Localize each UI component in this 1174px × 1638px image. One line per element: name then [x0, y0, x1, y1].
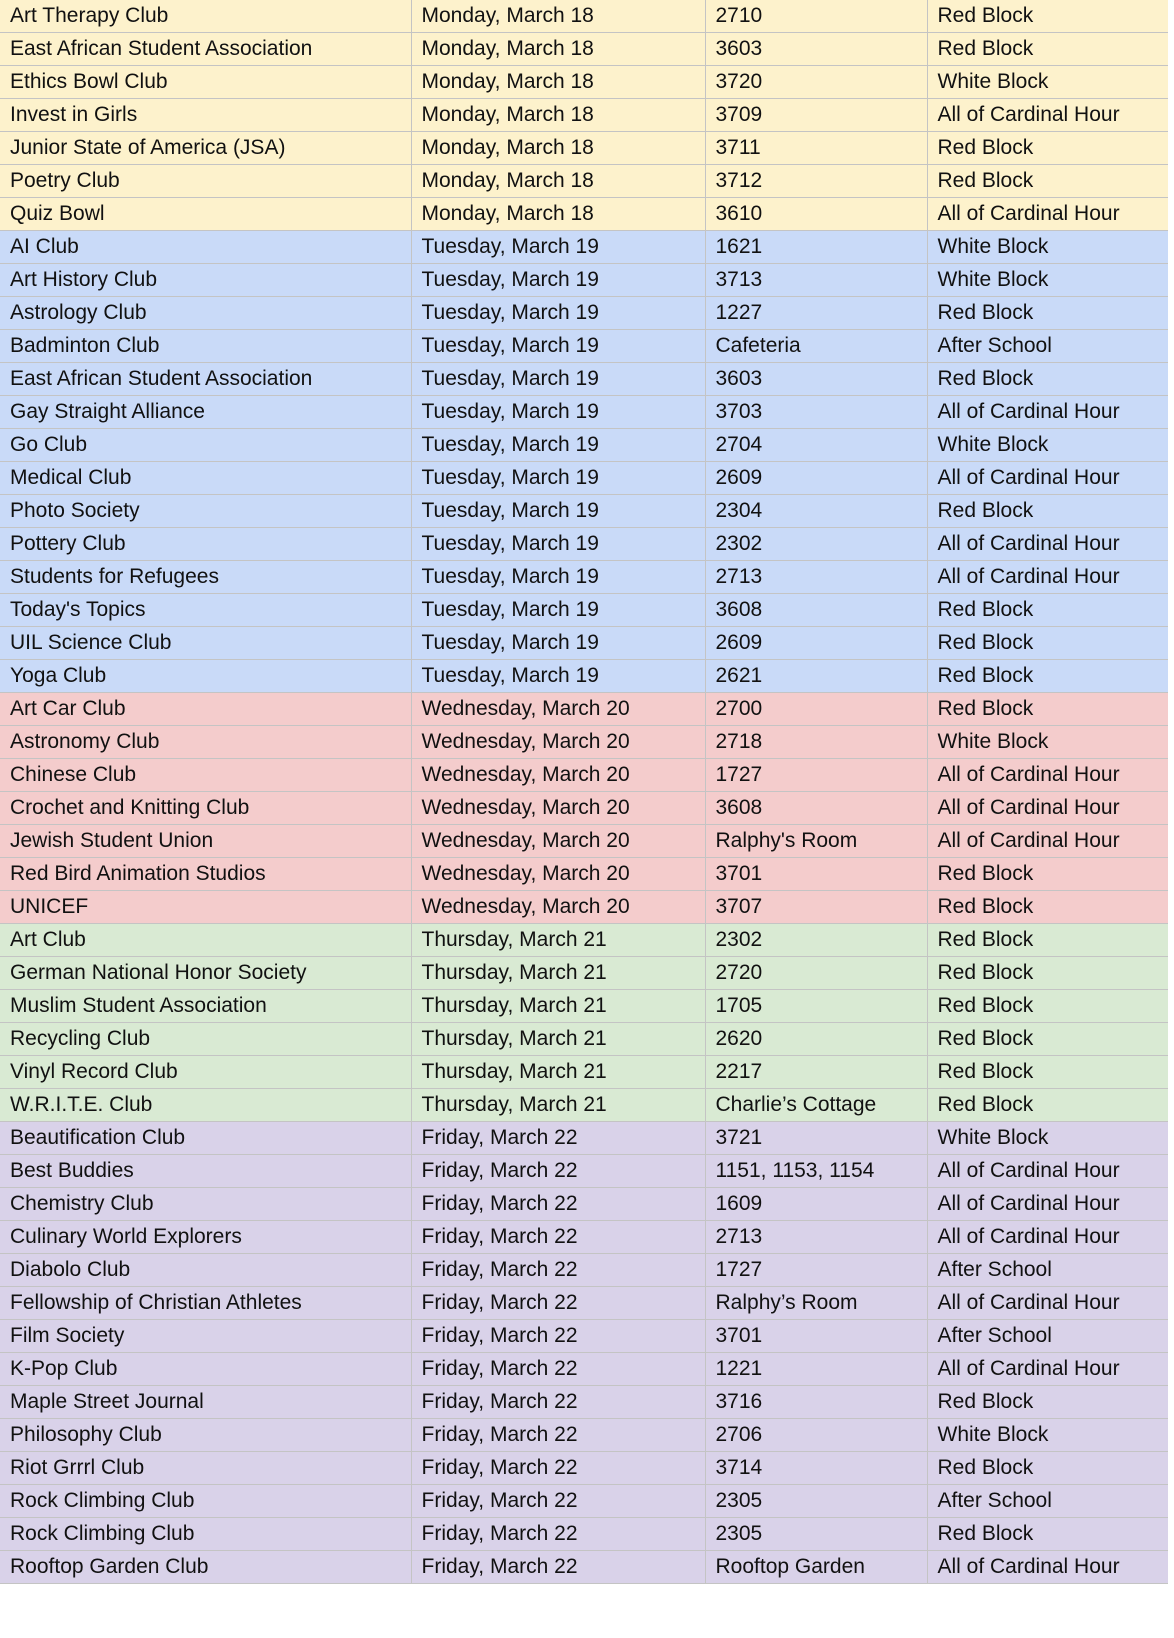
time-block-cell[interactable]: Red Block: [927, 659, 1168, 692]
meeting-date-cell[interactable]: Friday, March 22: [411, 1418, 705, 1451]
room-cell[interactable]: Cafeteria: [705, 329, 927, 362]
time-block-cell[interactable]: All of Cardinal Hour: [927, 395, 1168, 428]
time-block-cell[interactable]: Red Block: [927, 0, 1168, 32]
club-name-cell[interactable]: East African Student Association: [0, 362, 411, 395]
table-row[interactable]: [0, 1088, 1168, 1121]
table-row[interactable]: [0, 1220, 1168, 1253]
table-row[interactable]: [0, 0, 1168, 32]
room-cell[interactable]: 3603: [705, 362, 927, 395]
room-cell[interactable]: 3720: [705, 65, 927, 98]
club-name-cell[interactable]: Photo Society: [0, 494, 411, 527]
meeting-date-cell[interactable]: Monday, March 18: [411, 98, 705, 131]
club-name-cell[interactable]: Muslim Student Association: [0, 989, 411, 1022]
meeting-date-cell[interactable]: Friday, March 22: [411, 1550, 705, 1583]
table-row[interactable]: [0, 1319, 1168, 1352]
meeting-date-cell[interactable]: Monday, March 18: [411, 32, 705, 65]
meeting-date-cell[interactable]: Friday, March 22: [411, 1319, 705, 1352]
meeting-date-cell[interactable]: Monday, March 18: [411, 197, 705, 230]
club-name-cell[interactable]: Art Club: [0, 923, 411, 956]
time-block-cell[interactable]: White Block: [927, 65, 1168, 98]
meeting-date-cell[interactable]: Wednesday, March 20: [411, 857, 705, 890]
table-row[interactable]: [0, 1121, 1168, 1154]
meeting-date-cell[interactable]: Thursday, March 21: [411, 923, 705, 956]
time-block-cell[interactable]: Red Block: [927, 1451, 1168, 1484]
table-row[interactable]: [0, 890, 1168, 923]
room-cell[interactable]: Ralphy’s Room: [705, 1286, 927, 1319]
meeting-date-cell[interactable]: Tuesday, March 19: [411, 428, 705, 461]
time-block-cell[interactable]: Red Block: [927, 32, 1168, 65]
table-row[interactable]: [0, 1055, 1168, 1088]
time-block-cell[interactable]: All of Cardinal Hour: [927, 824, 1168, 857]
club-name-cell[interactable]: Fellowship of Christian Athletes: [0, 1286, 411, 1319]
room-cell[interactable]: 3707: [705, 890, 927, 923]
time-block-cell[interactable]: White Block: [927, 263, 1168, 296]
table-row[interactable]: [0, 1385, 1168, 1418]
sheet-right-gutter: [1168, 0, 1174, 1638]
room-cell[interactable]: 2713: [705, 1220, 927, 1253]
room-cell[interactable]: 3701: [705, 1319, 927, 1352]
meeting-date-cell[interactable]: Tuesday, March 19: [411, 362, 705, 395]
table-row[interactable]: [0, 824, 1168, 857]
time-block-cell[interactable]: Red Block: [927, 494, 1168, 527]
time-block-cell[interactable]: All of Cardinal Hour: [927, 98, 1168, 131]
time-block-cell[interactable]: Red Block: [927, 989, 1168, 1022]
room-cell[interactable]: 2718: [705, 725, 927, 758]
club-name-cell[interactable]: Riot Grrrl Club: [0, 1451, 411, 1484]
meeting-date-cell[interactable]: Tuesday, March 19: [411, 494, 705, 527]
club-name-cell[interactable]: Astronomy Club: [0, 725, 411, 758]
time-block-cell[interactable]: All of Cardinal Hour: [927, 560, 1168, 593]
table-row[interactable]: [0, 626, 1168, 659]
room-cell[interactable]: 2609: [705, 626, 927, 659]
room-cell[interactable]: 3714: [705, 1451, 927, 1484]
room-cell[interactable]: 2305: [705, 1484, 927, 1517]
club-name-cell[interactable]: Rooftop Garden Club: [0, 1550, 411, 1583]
meeting-date-cell[interactable]: Wednesday, March 20: [411, 758, 705, 791]
club-name-cell[interactable]: Maple Street Journal: [0, 1385, 411, 1418]
room-cell[interactable]: 2217: [705, 1055, 927, 1088]
club-name-cell[interactable]: Junior State of America (JSA): [0, 131, 411, 164]
club-name-cell[interactable]: Chemistry Club: [0, 1187, 411, 1220]
club-name-cell[interactable]: Astrology Club: [0, 296, 411, 329]
table-row[interactable]: [0, 923, 1168, 956]
room-cell[interactable]: 1621: [705, 230, 927, 263]
club-name-cell[interactable]: UNICEF: [0, 890, 411, 923]
meeting-date-cell[interactable]: Friday, March 22: [411, 1484, 705, 1517]
table-row[interactable]: [0, 791, 1168, 824]
room-cell[interactable]: 1609: [705, 1187, 927, 1220]
room-cell[interactable]: 2720: [705, 956, 927, 989]
time-block-cell[interactable]: Red Block: [927, 1088, 1168, 1121]
meeting-date-cell[interactable]: Tuesday, March 19: [411, 329, 705, 362]
time-block-cell[interactable]: Red Block: [927, 1055, 1168, 1088]
club-name-cell[interactable]: Pottery Club: [0, 527, 411, 560]
meeting-date-cell[interactable]: Thursday, March 21: [411, 1022, 705, 1055]
room-cell[interactable]: 2302: [705, 527, 927, 560]
club-name-cell[interactable]: Diabolo Club: [0, 1253, 411, 1286]
time-block-cell[interactable]: All of Cardinal Hour: [927, 1352, 1168, 1385]
meeting-date-cell[interactable]: Tuesday, March 19: [411, 659, 705, 692]
room-cell[interactable]: 3721: [705, 1121, 927, 1154]
time-block-cell[interactable]: All of Cardinal Hour: [927, 527, 1168, 560]
club-name-cell[interactable]: Medical Club: [0, 461, 411, 494]
table-row[interactable]: [0, 989, 1168, 1022]
room-cell[interactable]: 3610: [705, 197, 927, 230]
table-row[interactable]: [0, 1484, 1168, 1517]
table-row[interactable]: [0, 197, 1168, 230]
meeting-date-cell[interactable]: Monday, March 18: [411, 0, 705, 32]
time-block-cell[interactable]: All of Cardinal Hour: [927, 1550, 1168, 1583]
meeting-date-cell[interactable]: Friday, March 22: [411, 1154, 705, 1187]
room-cell[interactable]: 2700: [705, 692, 927, 725]
room-cell[interactable]: 3701: [705, 857, 927, 890]
time-block-cell[interactable]: White Block: [927, 1418, 1168, 1451]
meeting-date-cell[interactable]: Thursday, March 21: [411, 1055, 705, 1088]
room-cell[interactable]: 2620: [705, 1022, 927, 1055]
room-cell[interactable]: 3608: [705, 791, 927, 824]
table-row[interactable]: [0, 98, 1168, 131]
club-name-cell[interactable]: Culinary World Explorers: [0, 1220, 411, 1253]
time-block-cell[interactable]: White Block: [927, 1121, 1168, 1154]
table-row[interactable]: [0, 560, 1168, 593]
meeting-date-cell[interactable]: Wednesday, March 20: [411, 824, 705, 857]
table-row[interactable]: [0, 164, 1168, 197]
table-row[interactable]: [0, 263, 1168, 296]
table-row[interactable]: [0, 725, 1168, 758]
room-cell[interactable]: 1227: [705, 296, 927, 329]
table-row[interactable]: [0, 65, 1168, 98]
room-cell[interactable]: 3712: [705, 164, 927, 197]
table-row[interactable]: [0, 1352, 1168, 1385]
club-name-cell[interactable]: Yoga Club: [0, 659, 411, 692]
room-cell[interactable]: Charlie’s Cottage: [705, 1088, 927, 1121]
table-row[interactable]: [0, 1154, 1168, 1187]
meeting-date-cell[interactable]: Wednesday, March 20: [411, 890, 705, 923]
table-row[interactable]: [0, 296, 1168, 329]
time-block-cell[interactable]: Red Block: [927, 923, 1168, 956]
table-row[interactable]: [0, 857, 1168, 890]
table-row[interactable]: [0, 1286, 1168, 1319]
time-block-cell[interactable]: Red Block: [927, 626, 1168, 659]
time-block-cell[interactable]: White Block: [927, 725, 1168, 758]
time-block-cell[interactable]: Red Block: [927, 692, 1168, 725]
time-block-cell[interactable]: Red Block: [927, 296, 1168, 329]
club-name-cell[interactable]: Recycling Club: [0, 1022, 411, 1055]
club-name-cell[interactable]: Today's Topics: [0, 593, 411, 626]
meeting-date-cell[interactable]: Thursday, March 21: [411, 989, 705, 1022]
table-row[interactable]: [0, 1187, 1168, 1220]
room-cell[interactable]: 2704: [705, 428, 927, 461]
time-block-cell[interactable]: After School: [927, 1484, 1168, 1517]
table-row[interactable]: [0, 131, 1168, 164]
time-block-cell[interactable]: Red Block: [927, 131, 1168, 164]
time-block-cell[interactable]: White Block: [927, 428, 1168, 461]
club-name-cell[interactable]: Gay Straight Alliance: [0, 395, 411, 428]
club-name-cell[interactable]: German National Honor Society: [0, 956, 411, 989]
time-block-cell[interactable]: Red Block: [927, 1385, 1168, 1418]
time-block-cell[interactable]: Red Block: [927, 362, 1168, 395]
table-row[interactable]: [0, 230, 1168, 263]
table-row[interactable]: [0, 692, 1168, 725]
meeting-date-cell[interactable]: Friday, March 22: [411, 1352, 705, 1385]
club-name-cell[interactable]: Poetry Club: [0, 164, 411, 197]
time-block-cell[interactable]: Red Block: [927, 890, 1168, 923]
club-name-cell[interactable]: Art Car Club: [0, 692, 411, 725]
club-name-cell[interactable]: AI Club: [0, 230, 411, 263]
meeting-date-cell[interactable]: Monday, March 18: [411, 164, 705, 197]
time-block-cell[interactable]: Red Block: [927, 593, 1168, 626]
club-name-cell[interactable]: Red Bird Animation Studios: [0, 857, 411, 890]
club-name-cell[interactable]: Go Club: [0, 428, 411, 461]
table-row[interactable]: [0, 593, 1168, 626]
room-cell[interactable]: 1727: [705, 1253, 927, 1286]
meeting-date-cell[interactable]: Tuesday, March 19: [411, 560, 705, 593]
club-name-cell[interactable]: Quiz Bowl: [0, 197, 411, 230]
room-cell[interactable]: 3709: [705, 98, 927, 131]
time-block-cell[interactable]: Red Block: [927, 857, 1168, 890]
room-cell[interactable]: 3703: [705, 395, 927, 428]
club-name-cell[interactable]: Rock Climbing Club: [0, 1484, 411, 1517]
club-name-cell[interactable]: Vinyl Record Club: [0, 1055, 411, 1088]
club-name-cell[interactable]: Art History Club: [0, 263, 411, 296]
club-name-cell[interactable]: Best Buddies: [0, 1154, 411, 1187]
room-cell[interactable]: 3713: [705, 263, 927, 296]
club-name-cell[interactable]: K-Pop Club: [0, 1352, 411, 1385]
time-block-cell[interactable]: Red Block: [927, 164, 1168, 197]
table-row[interactable]: [0, 362, 1168, 395]
meeting-date-cell[interactable]: Tuesday, March 19: [411, 527, 705, 560]
meeting-date-cell[interactable]: Wednesday, March 20: [411, 692, 705, 725]
room-cell[interactable]: 1151, 1153, 1154: [705, 1154, 927, 1187]
room-cell[interactable]: 3716: [705, 1385, 927, 1418]
meeting-date-cell[interactable]: Tuesday, March 19: [411, 263, 705, 296]
time-block-cell[interactable]: All of Cardinal Hour: [927, 461, 1168, 494]
table-row[interactable]: [0, 1451, 1168, 1484]
table-row[interactable]: [0, 758, 1168, 791]
table-row[interactable]: [0, 32, 1168, 65]
meeting-date-cell[interactable]: Tuesday, March 19: [411, 626, 705, 659]
time-block-cell[interactable]: Red Block: [927, 956, 1168, 989]
room-cell[interactable]: 2713: [705, 560, 927, 593]
meeting-date-cell[interactable]: Tuesday, March 19: [411, 395, 705, 428]
table-row[interactable]: [0, 329, 1168, 362]
time-block-cell[interactable]: After School: [927, 1319, 1168, 1352]
meeting-date-cell[interactable]: Friday, March 22: [411, 1253, 705, 1286]
club-name-cell[interactable]: Philosophy Club: [0, 1418, 411, 1451]
time-block-cell[interactable]: White Block: [927, 230, 1168, 263]
club-name-cell[interactable]: Jewish Student Union: [0, 824, 411, 857]
table-row[interactable]: [0, 461, 1168, 494]
room-cell[interactable]: 2706: [705, 1418, 927, 1451]
room-cell[interactable]: 2609: [705, 461, 927, 494]
time-block-cell[interactable]: All of Cardinal Hour: [927, 758, 1168, 791]
table-row[interactable]: [0, 1550, 1168, 1583]
meeting-date-cell[interactable]: Tuesday, March 19: [411, 296, 705, 329]
room-cell[interactable]: 2710: [705, 0, 927, 32]
club-name-cell[interactable]: Chinese Club: [0, 758, 411, 791]
meeting-date-cell[interactable]: Friday, March 22: [411, 1220, 705, 1253]
table-row[interactable]: [0, 428, 1168, 461]
room-cell[interactable]: 3711: [705, 131, 927, 164]
time-block-cell[interactable]: All of Cardinal Hour: [927, 1286, 1168, 1319]
meeting-date-cell[interactable]: Wednesday, March 20: [411, 725, 705, 758]
club-name-cell[interactable]: Film Society: [0, 1319, 411, 1352]
time-block-cell[interactable]: After School: [927, 1253, 1168, 1286]
room-cell[interactable]: 1705: [705, 989, 927, 1022]
club-name-cell[interactable]: Badminton Club: [0, 329, 411, 362]
club-name-cell[interactable]: Invest in Girls: [0, 98, 411, 131]
room-cell[interactable]: Ralphy's Room: [705, 824, 927, 857]
club-name-cell[interactable]: East African Student Association: [0, 32, 411, 65]
room-cell[interactable]: 2304: [705, 494, 927, 527]
time-block-cell[interactable]: All of Cardinal Hour: [927, 1154, 1168, 1187]
table-row[interactable]: [0, 1517, 1168, 1550]
meeting-date-cell[interactable]: Friday, March 22: [411, 1187, 705, 1220]
meeting-date-cell[interactable]: Friday, March 22: [411, 1286, 705, 1319]
time-block-cell[interactable]: Red Block: [927, 1022, 1168, 1055]
club-name-cell[interactable]: Students for Refugees: [0, 560, 411, 593]
club-name-cell[interactable]: Rock Climbing Club: [0, 1517, 411, 1550]
meeting-date-cell[interactable]: Thursday, March 21: [411, 1088, 705, 1121]
meeting-date-cell[interactable]: Tuesday, March 19: [411, 461, 705, 494]
table-row[interactable]: [0, 1418, 1168, 1451]
room-cell[interactable]: 1221: [705, 1352, 927, 1385]
time-block-cell[interactable]: After School: [927, 329, 1168, 362]
table-row[interactable]: [0, 1022, 1168, 1055]
room-cell[interactable]: 2302: [705, 923, 927, 956]
time-block-cell[interactable]: All of Cardinal Hour: [927, 791, 1168, 824]
club-name-cell[interactable]: Art Therapy Club: [0, 0, 411, 32]
room-cell[interactable]: 2621: [705, 659, 927, 692]
room-cell[interactable]: Rooftop Garden: [705, 1550, 927, 1583]
meeting-date-cell[interactable]: Friday, March 22: [411, 1517, 705, 1550]
time-block-cell[interactable]: All of Cardinal Hour: [927, 197, 1168, 230]
club-name-cell[interactable]: UIL Science Club: [0, 626, 411, 659]
meeting-date-cell[interactable]: Friday, March 22: [411, 1451, 705, 1484]
meeting-date-cell[interactable]: Thursday, March 21: [411, 956, 705, 989]
meeting-date-cell[interactable]: Tuesday, March 19: [411, 593, 705, 626]
room-cell[interactable]: 3603: [705, 32, 927, 65]
table-row[interactable]: [0, 494, 1168, 527]
club-name-cell[interactable]: Beautification Club: [0, 1121, 411, 1154]
time-block-cell[interactable]: All of Cardinal Hour: [927, 1187, 1168, 1220]
time-block-cell[interactable]: Red Block: [927, 1517, 1168, 1550]
meeting-date-cell[interactable]: Friday, March 22: [411, 1121, 705, 1154]
meeting-date-cell[interactable]: Wednesday, March 20: [411, 791, 705, 824]
meeting-date-cell[interactable]: Friday, March 22: [411, 1385, 705, 1418]
club-name-cell[interactable]: Ethics Bowl Club: [0, 65, 411, 98]
meeting-date-cell[interactable]: Tuesday, March 19: [411, 230, 705, 263]
table-row[interactable]: [0, 395, 1168, 428]
meeting-date-cell[interactable]: Monday, March 18: [411, 65, 705, 98]
room-cell[interactable]: 1727: [705, 758, 927, 791]
table-row[interactable]: [0, 956, 1168, 989]
club-name-cell[interactable]: Crochet and Knitting Club: [0, 791, 411, 824]
club-name-cell[interactable]: W.R.I.T.E. Club: [0, 1088, 411, 1121]
time-block-cell[interactable]: All of Cardinal Hour: [927, 1220, 1168, 1253]
room-cell[interactable]: 2305: [705, 1517, 927, 1550]
meeting-date-cell[interactable]: Monday, March 18: [411, 131, 705, 164]
table-row[interactable]: [0, 1253, 1168, 1286]
room-cell[interactable]: 3608: [705, 593, 927, 626]
table-row[interactable]: [0, 527, 1168, 560]
table-row[interactable]: [0, 659, 1168, 692]
